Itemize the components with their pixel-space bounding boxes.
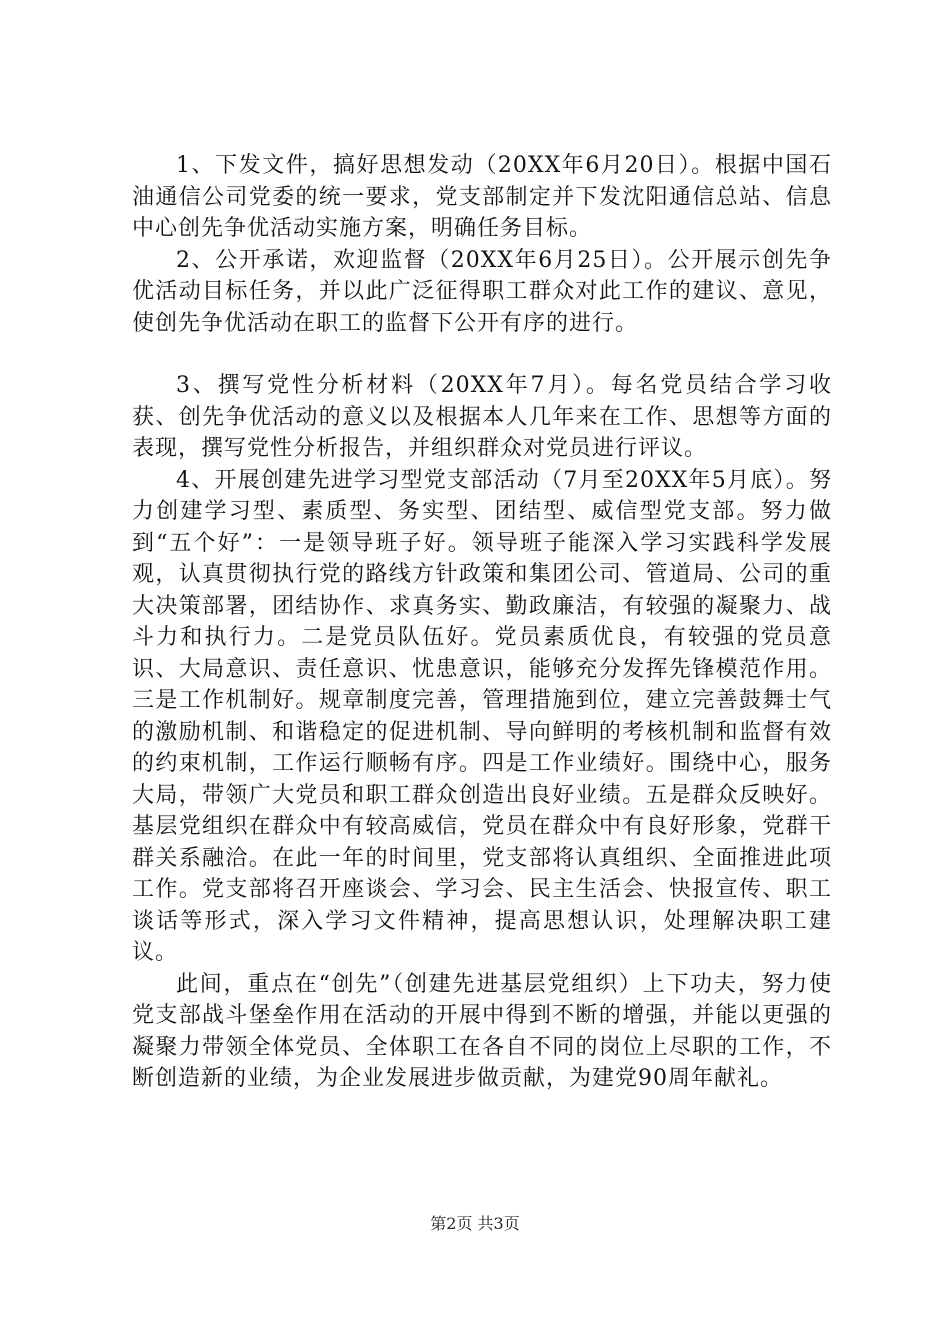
paragraph-2: 2、公开承诺，欢迎监督（20XX年6月25日）。公开展示创先争优活动目标任务，并以此广泛征得职工群众对此工作的建议、意见，使创先争优活动在职工的监督下公开有序的进行。 (132, 247, 832, 336)
paragraph-4: 4、开展创建先进学习型党支部活动（7月至20XX年5月底）。努力创建学习型、素质型、务实型、团结型、威信型党支部。努力做到“五个好”：一是领导班子好。领导班子能深入学习实践科学发展观，认真贯彻执行党的路线方针政策和集团公司、管道局、公司的重大决策部署，团结协作、求真务实、勤政廉洁，有较强的凝聚力、战斗力和执行力。二是党员队伍好。党员素质优良，有较强的党员意识、大局意识、责任意识、忧患意识，能够充分发挥先锋模范作用。三是工作机制好。规章制度完善，管理措施到位，建立完善鼓舞士气的激励机制、和谐稳定的促进机制、导向鲜明的考核机制和监督有效的约束机制，工作运行顺畅有序。四是工作业绩好。围绕中心，服务大局，带领广大党员和职工群众创造出良好业绩。五是群众反映好。基层党组织在群众中有较高威信，党员在群众中有良好形象，党群干群关系融洽。在此一年的时间里，党支部将认真组织、全面推进此项工作。党支部将召开座谈会、学习会、民主生活会、快报宣传、职工谈话等形式，深入学习文件精神，提高思想认识，处理解决职工建议。 (132, 467, 832, 965)
paragraph-3: 3、撰写党性分析材料（20XX年7月）。每名党员结合学习收获、创先争优活动的意义以及根据本人几年来在工作、思想等方面的表现，撰写党性分析报告，并组织群众对党员进行评议。 (132, 373, 832, 461)
paragraph-1: 1、下发文件，搞好思想发动（20XX年6月20日）。根据中国石油通信公司党委的统一要求，党支部制定并下发沈阳通信总站、信息中心创先争优活动实施方案，明确任务目标。 (132, 153, 832, 241)
page-footer: 第2页 共3页 (430, 1214, 520, 1233)
paragraph-5: 此间，重点在“创先”（创建先进基层党组织）上下功夫，努力使党支部战斗堡垒作用在活动的开展中得到不断的增强，并能以更强的凝聚力带领全体党员、全体职工在各自不同的岗位上尽职的工作，不断创造新的业绩，为企业发展进步做贡献，为建党90周年献礼。 (132, 971, 832, 1091)
document-body (132, 150, 832, 1095)
paragraph-gap (132, 339, 832, 370)
